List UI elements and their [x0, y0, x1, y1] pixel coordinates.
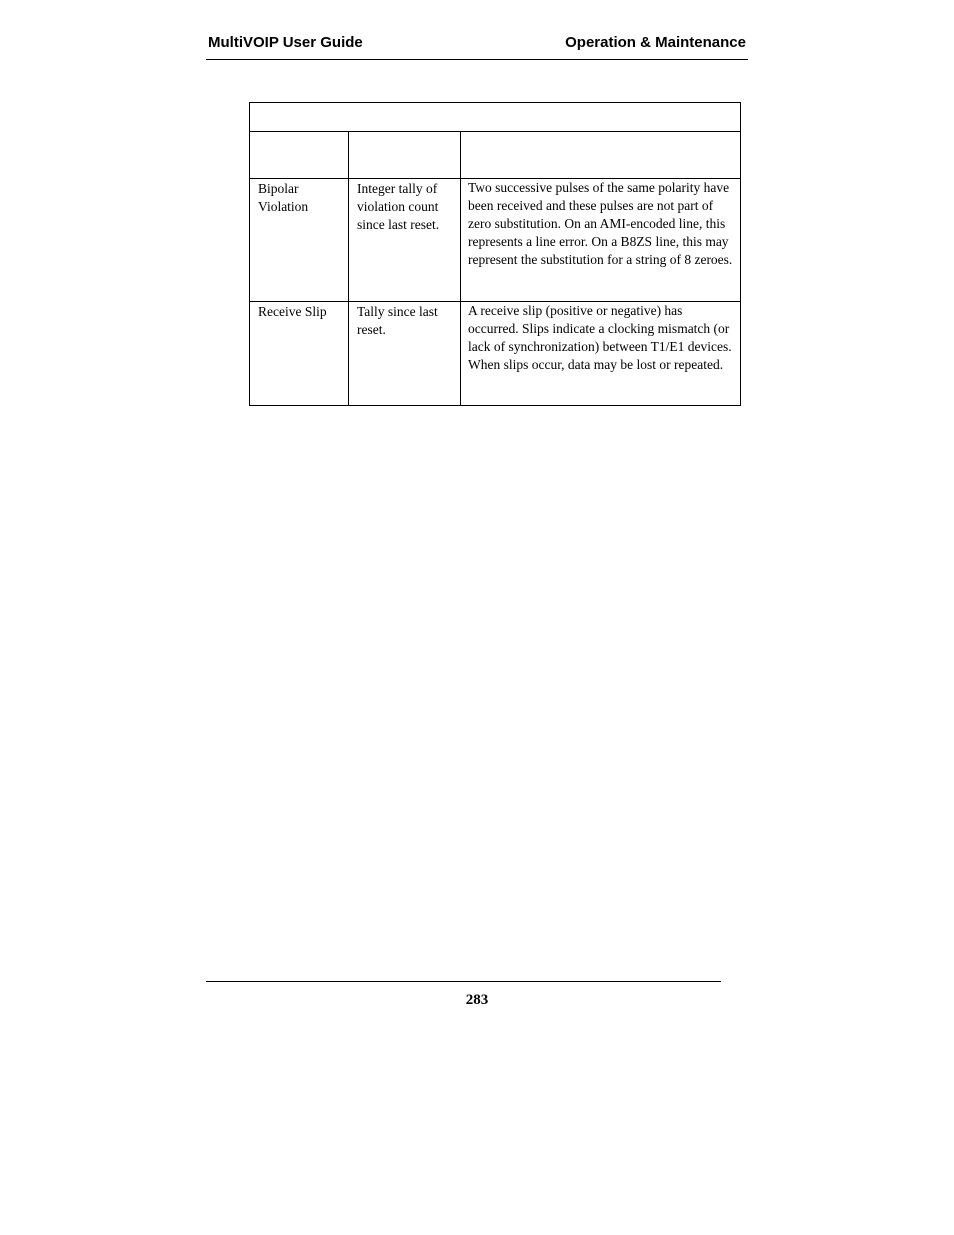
header-guide-title: MultiVOIP User Guide [208, 34, 363, 51]
page-number: 283 [465, 992, 489, 1008]
row-field-description: A receive slip (positive or negative) has occurred. Slips indicate a clocking mismatch (or lack of synchronization) between T1/E1 devices. When slips occur, data may be lost or repeated. [468, 303, 732, 372]
column-header-field [250, 132, 349, 179]
footer-divider [206, 981, 721, 982]
page-header [206, 32, 748, 60]
table-row [250, 179, 741, 302]
row-field-value: Tally since last reset. [357, 304, 438, 337]
row-field-name: Bipolar Violation [258, 181, 309, 214]
table-header-row [250, 132, 741, 179]
table-title-cell [250, 103, 741, 132]
table-title-row [250, 103, 741, 132]
column-header-description [461, 132, 741, 179]
row-field-description: Two successive pulses of the same polarity have been received and these pulses are not part of zero substitution. On an AMI-encoded line, this represents a line error. On a B8ZS line, this may represent the substitution for a string of 8 zeroes. [468, 180, 733, 267]
table-row [250, 302, 741, 406]
row-field-name: Receive Slip [258, 304, 327, 319]
header-section-title: Operation & Maintenance [565, 34, 746, 51]
statistics-table [249, 102, 741, 406]
row-field-value: Integer tally of violation count since last reset. [357, 181, 440, 232]
column-header-value [349, 132, 461, 179]
